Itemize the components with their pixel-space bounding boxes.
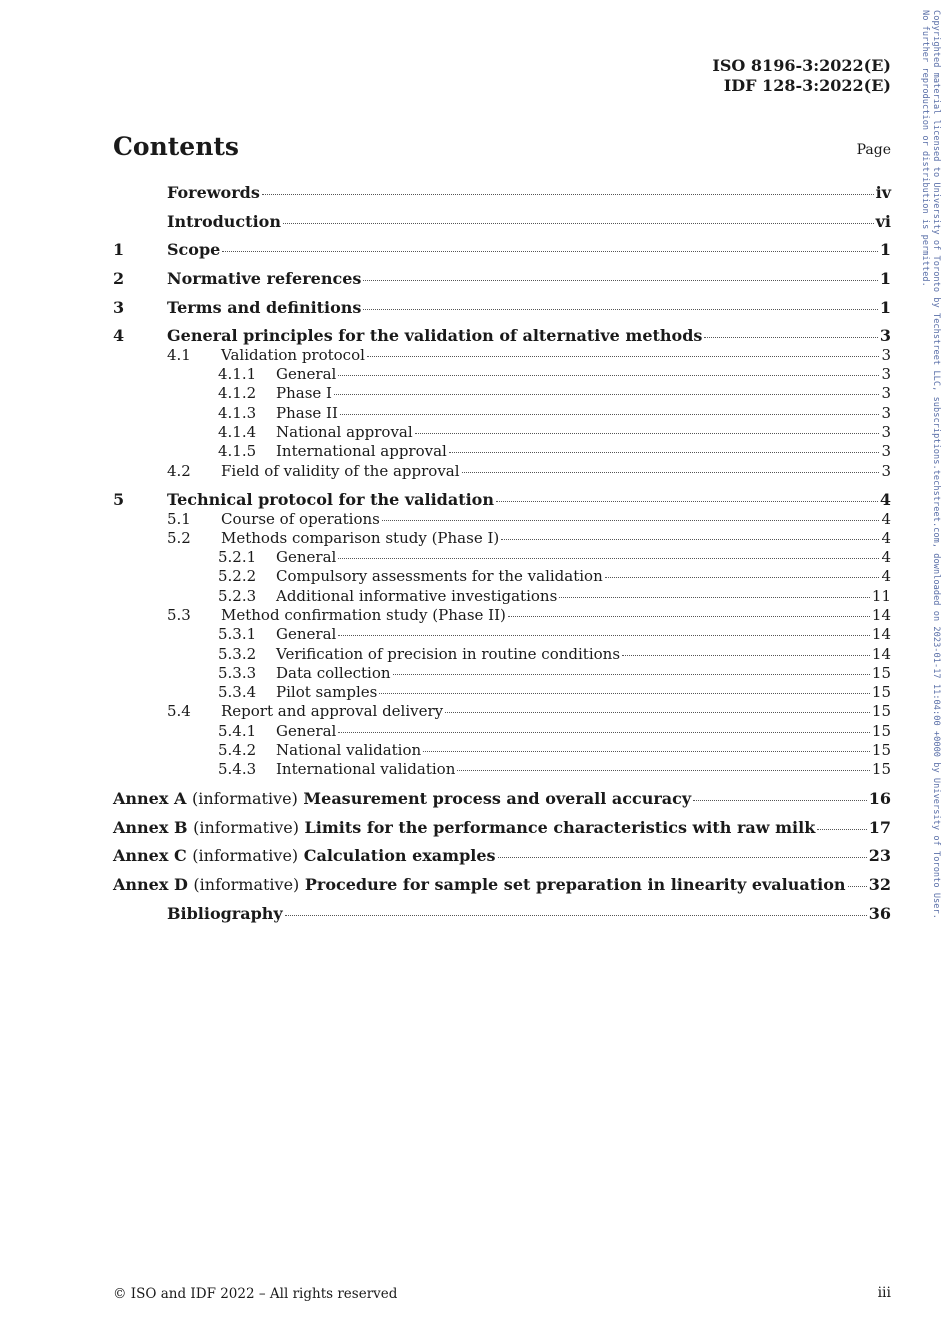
- annex-informative-tag: (informative): [193, 875, 300, 895]
- dot-leader: [334, 394, 879, 395]
- annex-label: Annex D: [113, 875, 188, 895]
- dot-leader: [848, 886, 867, 887]
- toc-entry-page: 4: [881, 548, 891, 567]
- toc-entry-number: 5.4: [167, 702, 191, 721]
- toc-entry[interactable]: [113, 789, 891, 808]
- toc-entry[interactable]: [113, 904, 891, 923]
- annex-label: Annex C: [113, 846, 187, 866]
- toc-entry-page: 11: [871, 586, 891, 605]
- toc-entry[interactable]: [113, 298, 891, 317]
- dot-leader: [283, 223, 874, 224]
- table-of-contents: [113, 183, 891, 923]
- document-identifier: [712, 56, 891, 96]
- dot-leader: [379, 693, 870, 694]
- dot-leader: [457, 770, 870, 771]
- toc-entry-number: 5.3.4: [218, 683, 257, 702]
- dot-leader: [367, 356, 880, 357]
- toc-entry[interactable]: [113, 722, 891, 741]
- toc-entry[interactable]: [113, 423, 891, 442]
- toc-entry[interactable]: [113, 875, 891, 894]
- toc-entry[interactable]: [113, 240, 891, 259]
- toc-entry[interactable]: [113, 442, 891, 461]
- toc-entry[interactable]: [113, 587, 891, 606]
- toc-entry-page: 15: [871, 760, 891, 779]
- toc-entry-number: 5.2.3: [218, 586, 257, 605]
- toc-entry-number: 5.3.2: [218, 644, 257, 663]
- toc-entry[interactable]: [113, 404, 891, 423]
- toc-entry-title: International approval: [276, 442, 447, 461]
- toc-entry[interactable]: [113, 548, 891, 567]
- toc-entry-number: 4.1: [167, 345, 191, 364]
- toc-entry-page: 15: [871, 702, 891, 721]
- toc-entry-title: General: [276, 721, 337, 740]
- toc-entry-number: 5.1: [167, 509, 191, 528]
- toc-entry-number: 4.1.5: [218, 442, 257, 461]
- page-title: Contents: [113, 132, 240, 161]
- toc-entry-title: Method confirmation study (Phase II): [221, 605, 506, 624]
- toc-entry-page: 4: [879, 490, 891, 510]
- toc-entry-title: General: [276, 548, 337, 567]
- toc-entry-title: National approval: [276, 422, 413, 441]
- annex-title: Calculation examples: [303, 846, 496, 866]
- toc-entry-number: 1: [113, 240, 125, 260]
- toc-entry-page: 4: [881, 509, 891, 528]
- dot-leader: [262, 194, 874, 195]
- dot-leader: [338, 558, 879, 559]
- toc-entry-number: 4.1.1: [218, 365, 257, 384]
- toc-entry-page: 36: [868, 903, 891, 923]
- toc-entry-title: Phase II: [276, 403, 338, 422]
- watermark-line-1: Copyrighted material licensed to University of Toronto by Techstreet LLC, subscriptions.techstreet.com, downloaded on 2023-01-17 11:04:00 +0000 by University of Toronto User.: [931, 10, 941, 919]
- footer-page-number: iii: [877, 1285, 891, 1301]
- dot-leader: [693, 800, 867, 801]
- toc-entry-number: 4: [113, 326, 125, 346]
- dot-leader: [363, 280, 877, 281]
- toc-entry-title: [113, 789, 691, 808]
- annex-title: Procedure for sample set preparation in linearity evaluation: [304, 875, 846, 895]
- dot-leader: [704, 337, 877, 338]
- toc-entry-title: Bibliography: [167, 903, 283, 923]
- toc-entry-number: 5.2.2: [218, 567, 257, 586]
- idf-document-id: IDF 128-3:2022(E): [723, 76, 891, 95]
- toc-entry[interactable]: [113, 664, 891, 683]
- page-column-label: Page: [856, 142, 891, 158]
- toc-entry-number: 5.3.3: [218, 663, 257, 682]
- toc-entry-page: 32: [868, 875, 891, 895]
- toc-entry[interactable]: [113, 683, 891, 702]
- toc-entry-page: 4: [881, 567, 891, 586]
- toc-entry-title: Course of operations: [221, 509, 380, 528]
- toc-entry[interactable]: [113, 702, 891, 721]
- toc-entry-number: 5.4.2: [218, 741, 257, 760]
- toc-entry-page: 3: [881, 384, 891, 403]
- toc-entry[interactable]: [113, 183, 891, 202]
- dot-leader: [393, 674, 870, 675]
- dot-leader: [338, 635, 870, 636]
- toc-entry-number: 4.2: [167, 461, 191, 480]
- toc-entry-page: 3: [881, 345, 891, 364]
- watermark-line-2: No further reproduction or distribution is permitted.: [920, 10, 930, 287]
- toc-entry-title: [113, 875, 846, 894]
- dot-leader: [363, 309, 877, 310]
- dot-leader: [496, 501, 878, 502]
- toc-entry-title: General: [276, 365, 337, 384]
- dot-leader: [340, 414, 880, 415]
- dot-leader: [338, 732, 870, 733]
- dot-leader: [498, 857, 867, 858]
- toc-entry[interactable]: [113, 212, 891, 231]
- toc-entry-page: 3: [881, 442, 891, 461]
- toc-entry-number: 4.1.3: [218, 403, 257, 422]
- annex-informative-tag: (informative): [193, 817, 299, 837]
- toc-entry-title: Compulsory assessments for the validation: [276, 567, 603, 586]
- toc-entry-title: Normative references: [167, 269, 362, 289]
- dot-leader: [449, 452, 880, 453]
- toc-entry-page: 3: [879, 326, 891, 346]
- toc-entry-number: 5.2.1: [218, 548, 257, 567]
- toc-entry[interactable]: [113, 269, 891, 288]
- toc-entry[interactable]: [113, 760, 891, 779]
- toc-entry-page: 1: [879, 297, 891, 317]
- toc-entry[interactable]: [113, 490, 891, 509]
- toc-entry-title: National validation: [276, 741, 422, 760]
- toc-entry-page: 3: [881, 422, 891, 441]
- toc-entry-title: Phase I: [276, 384, 332, 403]
- dot-leader: [462, 472, 880, 473]
- toc-entry[interactable]: [113, 567, 891, 586]
- annex-title: Limits for the performance characteristics with raw milk: [304, 817, 816, 837]
- toc-entry[interactable]: [113, 818, 891, 837]
- dot-leader: [559, 597, 870, 598]
- toc-entry-number: 4.1.4: [218, 422, 257, 441]
- toc-entry-number: 5.4.3: [218, 760, 257, 779]
- toc-entry-title: Additional informative investigations: [276, 586, 558, 605]
- toc-entry-page: 17: [868, 817, 891, 837]
- toc-entry-page: iv: [875, 183, 891, 202]
- toc-entry[interactable]: [113, 606, 891, 625]
- dot-leader: [382, 520, 880, 521]
- annex-title: Measurement process and overall accuracy: [303, 789, 692, 809]
- toc-entry-page: 1: [879, 269, 891, 289]
- toc-entry-title: Pilot samples: [276, 683, 378, 702]
- toc-entry[interactable]: [113, 346, 891, 365]
- toc-entry-number: 2: [113, 269, 125, 289]
- toc-entry-page: 16: [868, 789, 891, 809]
- toc-entry[interactable]: [113, 510, 891, 529]
- toc-entry-number: 4.1.2: [218, 384, 257, 403]
- toc-entry[interactable]: [113, 741, 891, 760]
- toc-entry-title: Introduction: [167, 211, 281, 231]
- toc-entry-page: 3: [881, 461, 891, 480]
- toc-entry-title: [113, 846, 496, 865]
- toc-entry-number: 5: [113, 490, 125, 510]
- dot-leader: [222, 251, 878, 252]
- toc-entry-title: Verification of precision in routine conditions: [276, 644, 621, 663]
- toc-entry-number: 5.3: [167, 605, 191, 624]
- toc-entry-page: 3: [881, 365, 891, 384]
- toc-entry-page: 15: [871, 721, 891, 740]
- toc-entry-title: Scope: [167, 240, 221, 260]
- toc-entry-page: 15: [871, 683, 891, 702]
- dot-leader: [501, 539, 879, 540]
- toc-entry[interactable]: [113, 529, 891, 548]
- dot-leader: [445, 712, 870, 713]
- dot-leader: [415, 433, 880, 434]
- toc-entry-title: Field of validity of the approval: [221, 461, 460, 480]
- toc-entry-number: 5.2: [167, 528, 191, 547]
- dot-leader: [338, 375, 879, 376]
- toc-entry-title: Report and approval delivery: [221, 702, 444, 721]
- annex-label: Annex A: [113, 789, 187, 809]
- annex-informative-tag: (informative): [191, 789, 298, 809]
- toc-entry-page: 14: [871, 605, 891, 624]
- toc-entry-page: 1: [879, 240, 891, 260]
- dot-leader: [423, 751, 870, 752]
- footer-copyright: © ISO and IDF 2022 – All rights reserved: [113, 1286, 398, 1302]
- toc-entry-title: Technical protocol for the validation: [167, 490, 494, 510]
- toc-entry-number: 5.4.1: [218, 721, 257, 740]
- toc-entry[interactable]: [113, 326, 891, 345]
- toc-entry[interactable]: [113, 645, 891, 664]
- dot-leader: [622, 655, 870, 656]
- iso-document-id: ISO 8196-3:2022(E): [712, 56, 891, 75]
- toc-entry-title: General: [276, 625, 337, 644]
- toc-entry-title: Methods comparison study (Phase I): [221, 528, 500, 547]
- dot-leader: [508, 616, 870, 617]
- toc-entry-page: 15: [871, 741, 891, 760]
- toc-entry-page: vi: [875, 211, 891, 231]
- dot-leader: [285, 915, 867, 916]
- toc-entry-page: 23: [868, 846, 891, 866]
- dot-leader: [817, 829, 866, 830]
- toc-entry[interactable]: [113, 846, 891, 865]
- toc-entry-title: Forewords: [167, 183, 260, 202]
- annex-informative-tag: (informative): [192, 846, 299, 866]
- toc-entry[interactable]: [113, 384, 891, 403]
- toc-entry[interactable]: [113, 365, 891, 384]
- toc-entry-title: Data collection: [276, 663, 391, 682]
- toc-entry-page: 4: [881, 528, 891, 547]
- toc-entry-title: General principles for the validation of alternative methods: [167, 326, 703, 346]
- toc-entry-number: 3: [113, 297, 125, 317]
- toc-entry-number: 5.3.1: [218, 625, 257, 644]
- toc-entry-page: 14: [871, 644, 891, 663]
- toc-entry-page: 14: [871, 625, 891, 644]
- toc-entry-title: Terms and definitions: [167, 297, 362, 317]
- copyright-watermark: [919, 10, 941, 919]
- toc-entry-page: 15: [871, 663, 891, 682]
- toc-entry-page: 3: [881, 403, 891, 422]
- toc-entry[interactable]: [113, 462, 891, 481]
- dot-leader: [605, 577, 880, 578]
- toc-entry[interactable]: [113, 625, 891, 644]
- annex-label: Annex B: [113, 817, 188, 837]
- toc-entry-title: International validation: [276, 760, 456, 779]
- toc-entry-title: Validation protocol: [221, 345, 365, 364]
- toc-entry-title: [113, 818, 815, 837]
